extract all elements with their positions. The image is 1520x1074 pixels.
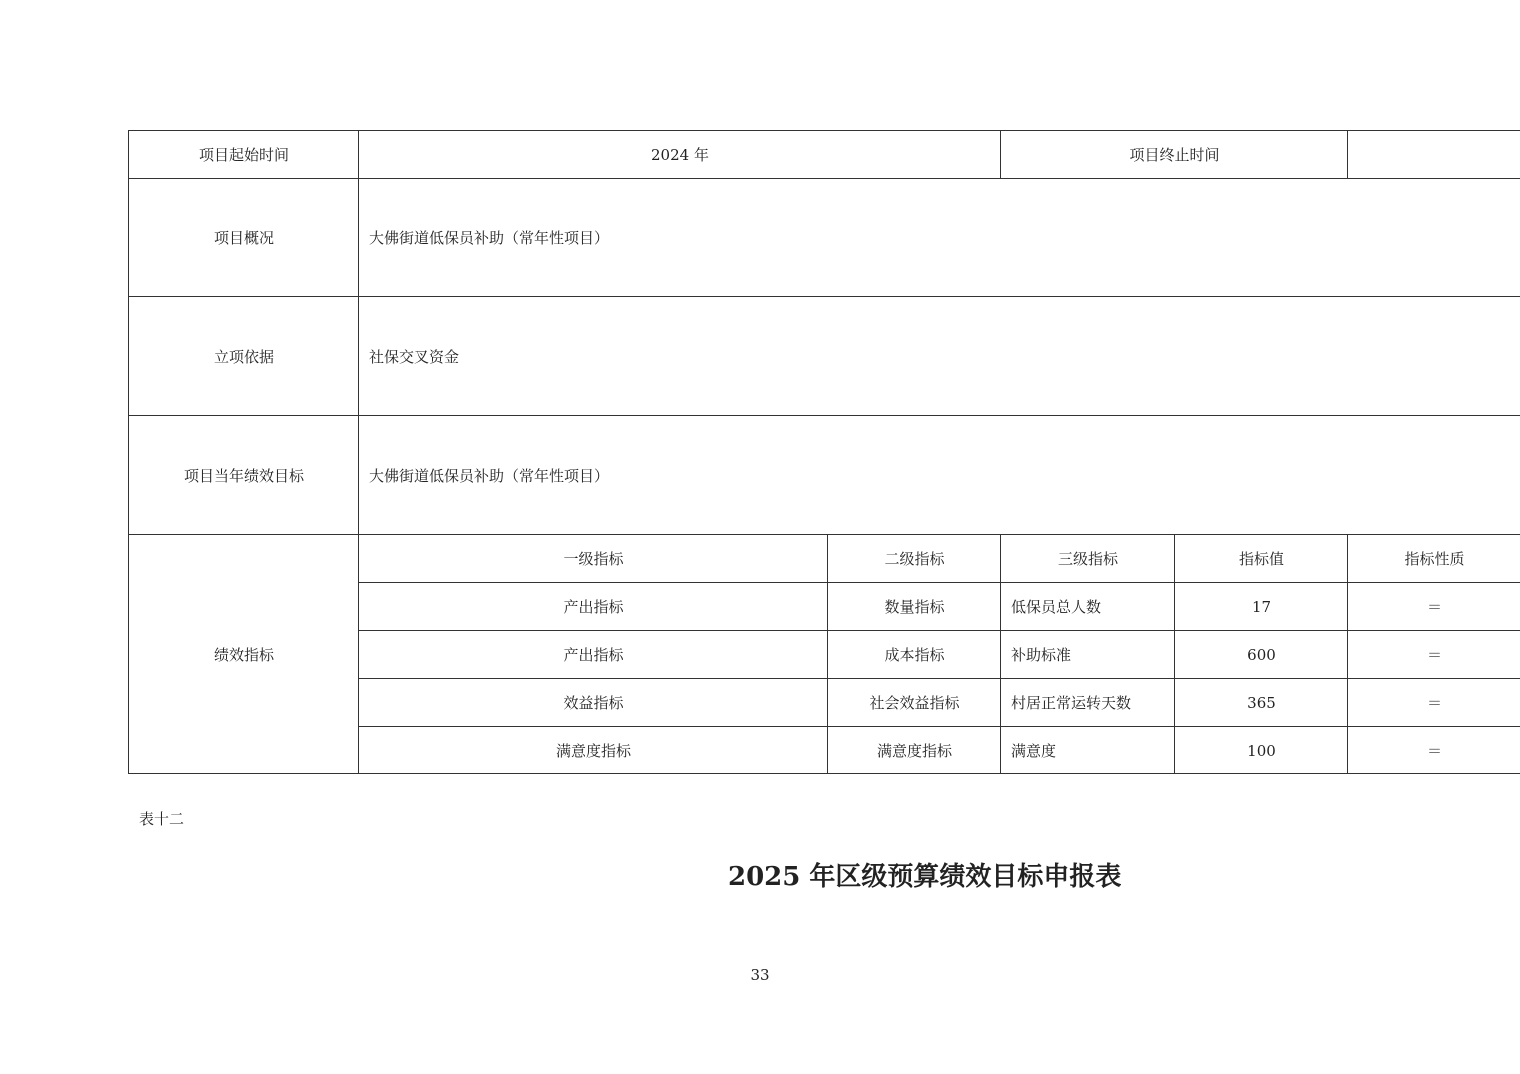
row3-level3: 村居正常运转天数 [1000, 678, 1175, 726]
table-bottom-border [128, 773, 1520, 774]
overview-value: 大佛街道低保员补助（常年性项目） [358, 178, 1520, 297]
row3-level2: 社会效益指标 [827, 678, 1001, 726]
row1-nature: ＝ [1347, 582, 1520, 630]
row3-value: 365 [1174, 678, 1348, 726]
row1-level1: 产出指标 [358, 582, 828, 630]
basis-value: 社保交叉资金 [358, 296, 1520, 416]
row4-nature: ＝ [1347, 726, 1520, 774]
header-level1: 一级指标 [358, 534, 828, 582]
row2-value: 600 [1174, 630, 1348, 678]
header-level3: 三级指标 [1000, 534, 1175, 582]
row1-level3: 低保员总人数 [1000, 582, 1175, 630]
next-table-title: 2025 年区级预算绩效目标申报表 [728, 862, 1122, 892]
header-level2: 二级指标 [827, 534, 1001, 582]
page-number: 33 [750, 966, 770, 984]
row2-level3: 补助标准 [1000, 630, 1175, 678]
row4-level2: 满意度指标 [827, 726, 1001, 774]
row3-level1: 效益指标 [358, 678, 828, 726]
row2-level2: 成本指标 [827, 630, 1001, 678]
row4-value: 100 [1174, 726, 1348, 774]
row4-level1: 满意度指标 [358, 726, 828, 774]
goal-label: 项目当年绩效目标 [128, 415, 359, 535]
start-time-label: 项目起始时间 [128, 130, 359, 179]
row2-level1: 产出指标 [358, 630, 828, 678]
row1-value: 17 [1174, 582, 1348, 630]
goal-value: 大佛街道低保员补助（常年性项目） [358, 415, 1520, 535]
row3-nature: ＝ [1347, 678, 1520, 726]
header-value: 指标值 [1174, 534, 1348, 582]
table-label: 表十二 [139, 810, 185, 828]
indicators-label: 绩效指标 [128, 534, 359, 774]
end-time-value [1347, 130, 1520, 179]
row2-nature: ＝ [1347, 630, 1520, 678]
row4-level3: 满意度 [1000, 726, 1175, 774]
overview-label: 项目概况 [128, 178, 359, 297]
end-time-label: 项目终止时间 [1000, 130, 1348, 179]
start-time-value: 2024 年 [358, 130, 1001, 179]
row1-level2: 数量指标 [827, 582, 1001, 630]
header-nature: 指标性质 [1347, 534, 1520, 582]
basis-label: 立项依据 [128, 296, 359, 416]
